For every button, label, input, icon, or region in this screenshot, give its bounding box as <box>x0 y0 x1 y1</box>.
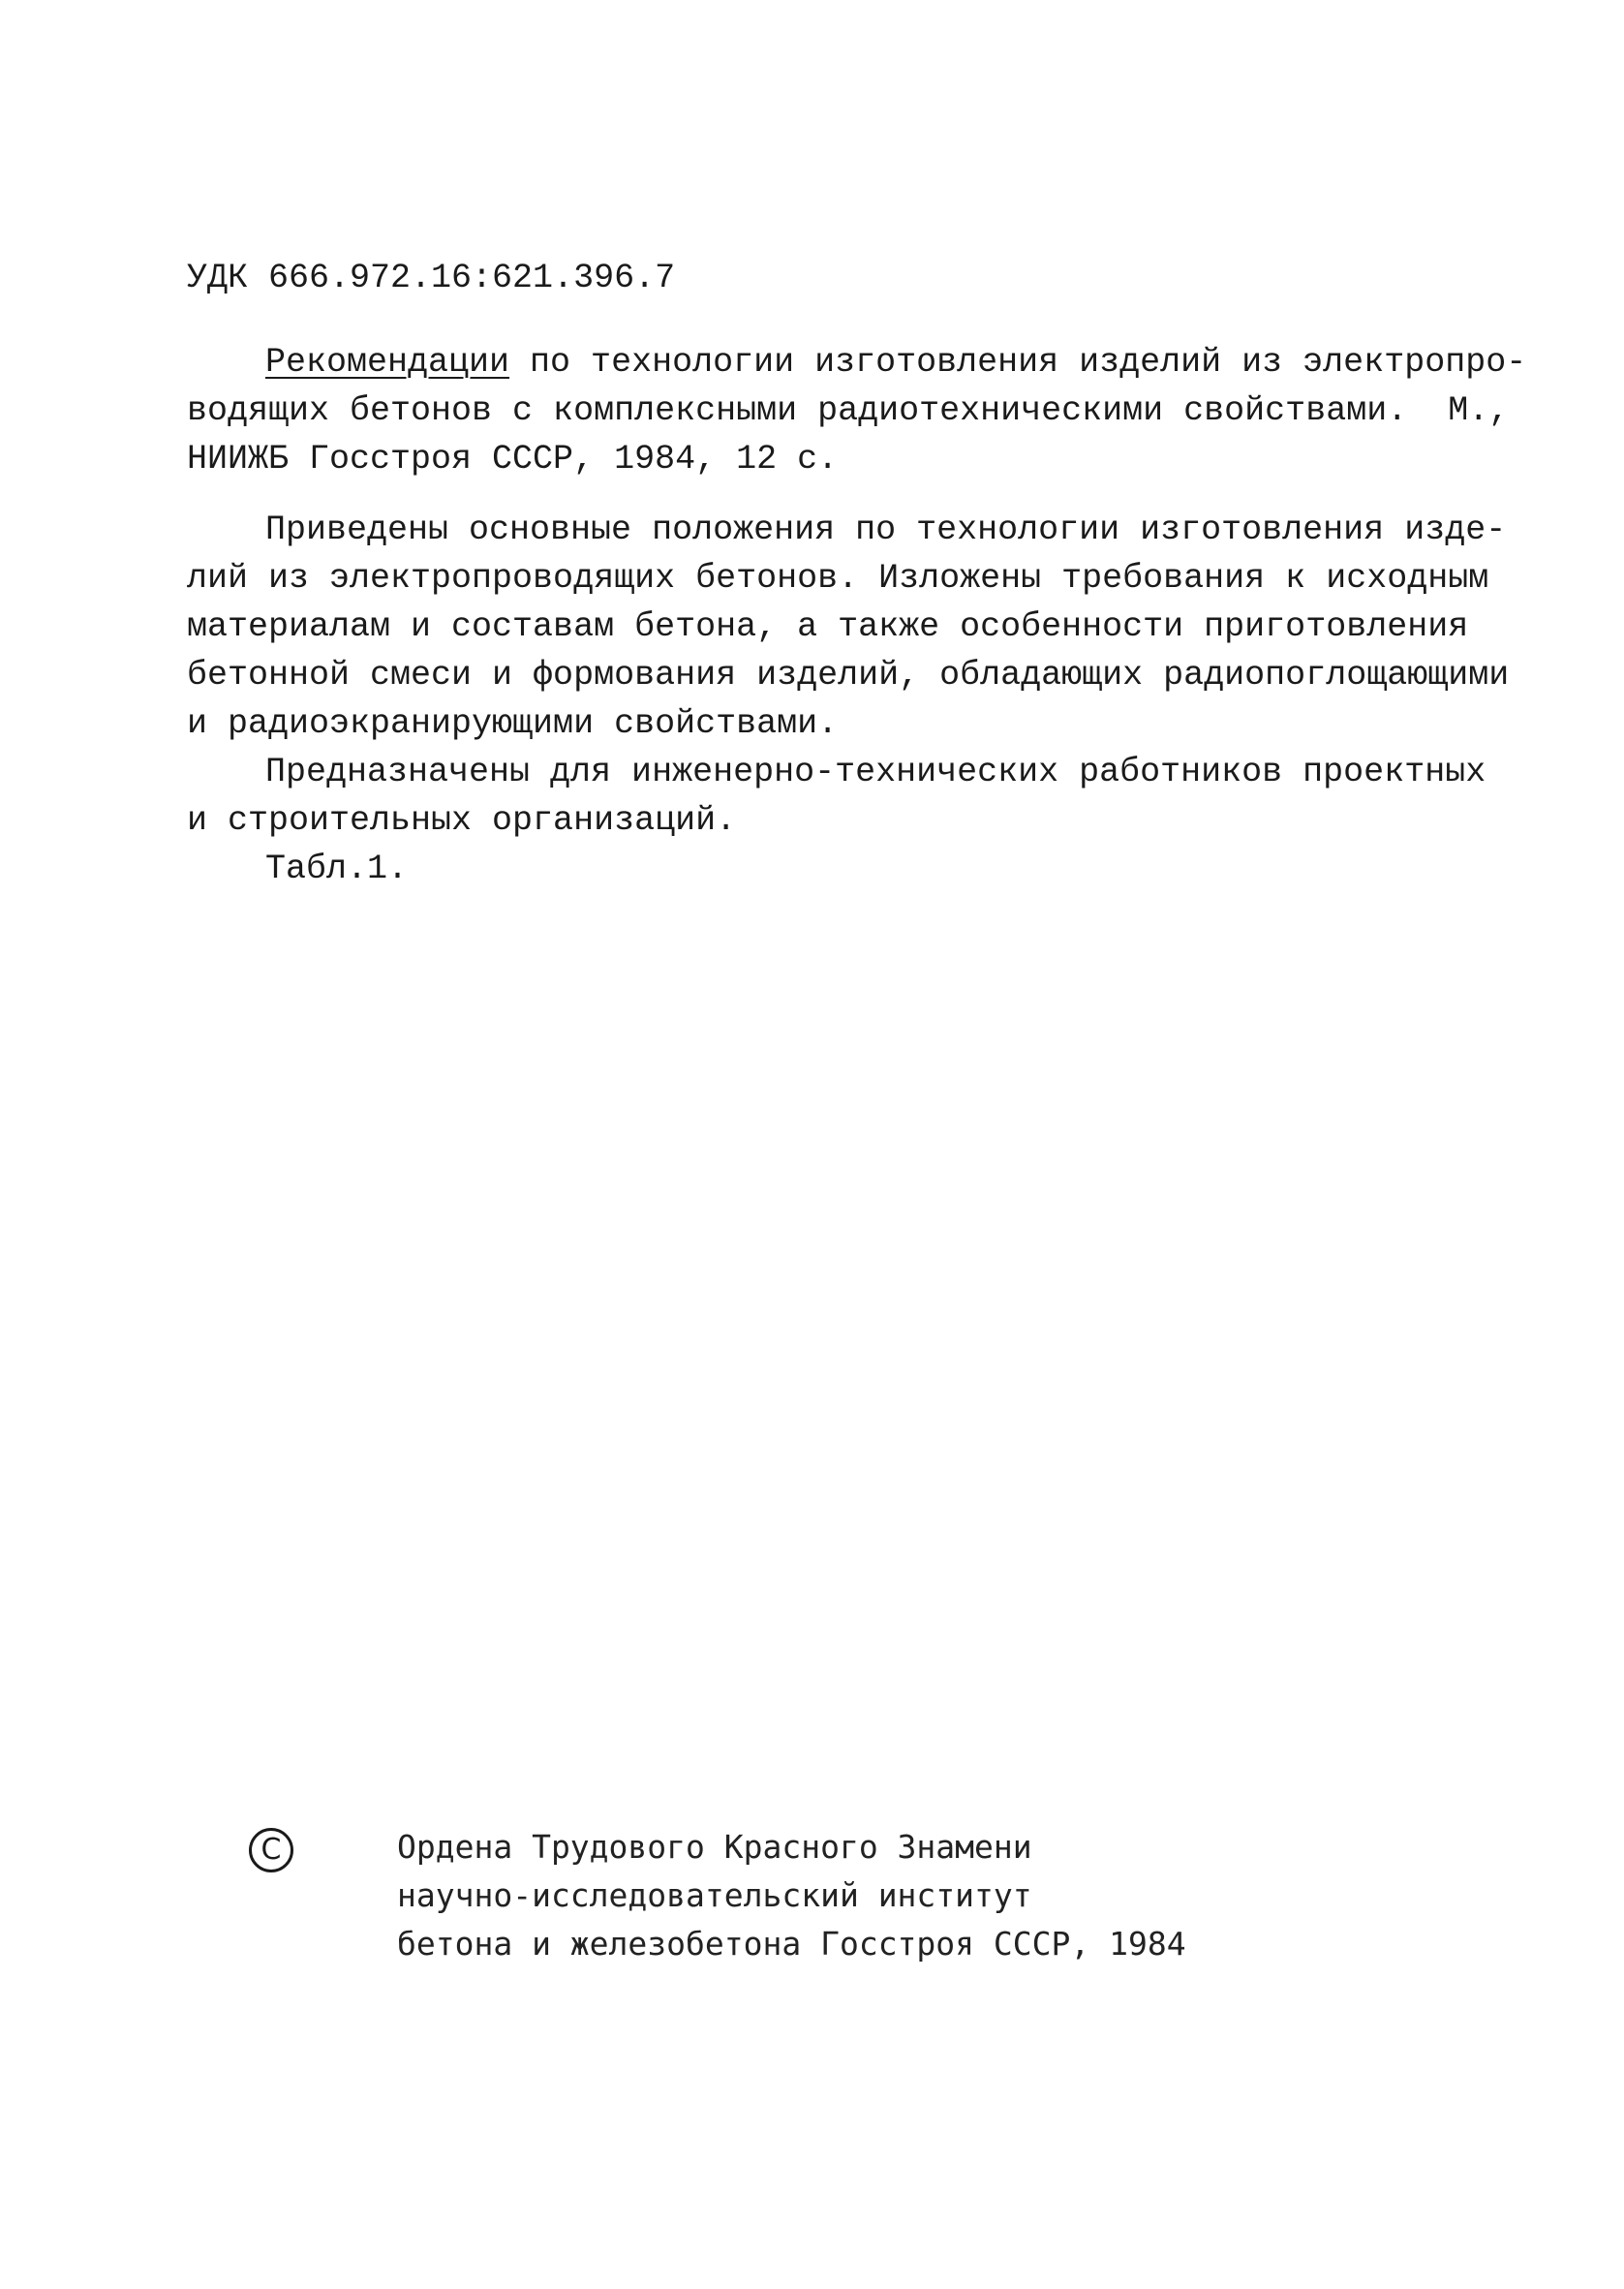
citation-line-1 <box>265 343 1527 382</box>
abstract-p1-line-4: бетонной смеси и формования изделий, обладающих радиопоглощающими <box>187 656 1510 695</box>
citation-line-2: водящих бетонов с комплексными радиотехническими свойствами. М., <box>187 391 1510 430</box>
citation-line-3: НИИЖБ Госстроя СССР, 1984, 12 с. <box>187 440 839 479</box>
copyright-icon: C <box>249 1828 293 1872</box>
abstract-p1-line-3: материалам и составам бетона, а также особенности приготовления <box>187 607 1469 646</box>
citation-line-1-rest: по технологии изготовления изделий из электропро- <box>509 343 1527 382</box>
abstract-p1-line-1: Приведены основные положения по технологии изготовления изде- <box>265 510 1507 549</box>
abstract-p1-line-2: лий из электропроводящих бетонов. Изложены требования к исходным <box>187 559 1489 598</box>
imprint-line-3: бетона и железобетона Госстроя СССР, 1984 <box>397 1925 1186 1963</box>
udk-code: УДК 666.972.16:621.396.7 <box>187 259 676 297</box>
abstract-p2-line-2: и строительных организаций. <box>187 801 737 840</box>
imprint-line-1: Ордена Трудового Красного Знамени <box>397 1828 1032 1866</box>
abstract-p2-line-1: Предназначены для инженерно-технических работников проектных <box>265 753 1486 791</box>
citation-title-word: Рекомендации <box>265 343 510 382</box>
tables-count: Табл.1. <box>265 850 409 888</box>
abstract-p1-line-5: и радиоэкранирующими свойствами. <box>187 704 839 743</box>
imprint-line-2: научно-исследовательский институт <box>397 1876 1032 1914</box>
